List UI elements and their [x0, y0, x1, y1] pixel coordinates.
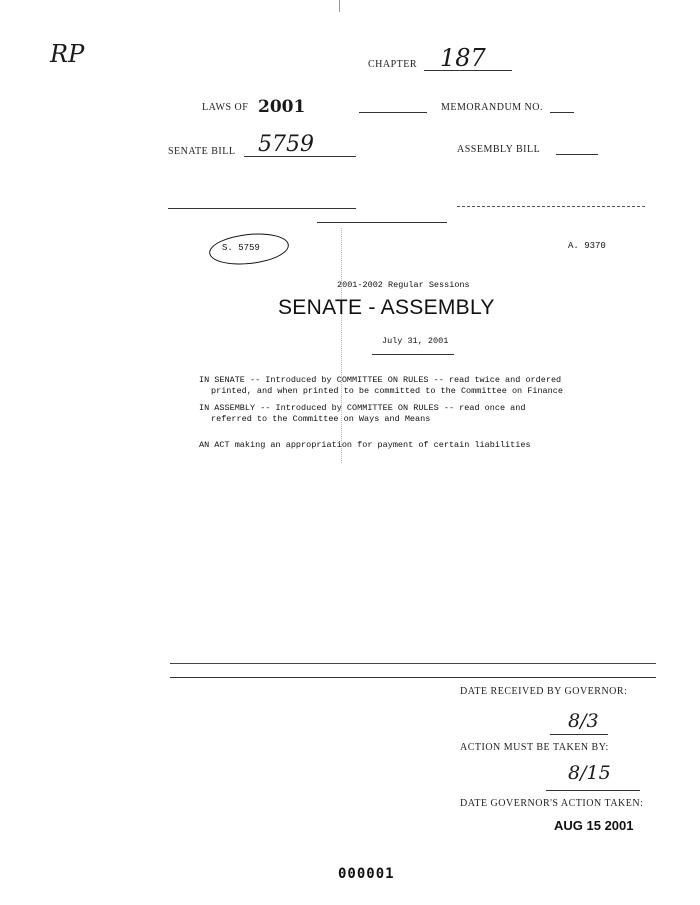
form-line-center [317, 222, 447, 223]
assembly-introduction [199, 403, 525, 425]
senate-bill-label: SENATE BILL [168, 146, 236, 157]
senate-introduction [199, 375, 563, 397]
bottom-rule-1 [170, 663, 656, 664]
form-line-right [457, 206, 645, 207]
assembly-number: A. 9370 [568, 241, 606, 251]
chapter-number: 187 [440, 44, 486, 72]
top-edge-mark [339, 0, 340, 12]
action-value: 8/15 [568, 762, 611, 784]
assembly-intro-line-2: referred to the Committee on Ways and Means [211, 414, 431, 424]
action-underline [546, 790, 640, 791]
laws-underline [359, 112, 427, 113]
date-received-value: 8/3 [568, 710, 599, 732]
bill-date: July 31, 2001 [382, 336, 449, 346]
date-received-label: DATE RECEIVED BY GOVERNOR: [460, 686, 628, 697]
act-description: AN ACT making an appropriation for payment of certain liabilities [199, 440, 531, 450]
governor-action-label: DATE GOVERNOR'S ACTION TAKEN: [460, 798, 644, 809]
fold-line [341, 228, 342, 463]
senate-intro-line-2: printed, and when printed to be committed to the Committee on Finance [211, 386, 563, 396]
assembly-intro-line-1: IN ASSEMBLY -- Introduced by COMMITTEE ON RULES -- read once and [199, 403, 526, 413]
assembly-bill-underline [556, 154, 598, 155]
action-label: ACTION MUST BE TAKEN BY: [460, 742, 609, 753]
laws-label: LAWS OF [202, 102, 249, 113]
senate-intro-line-1: IN SENATE -- Introduced by COMMITTEE ON RULES -- read twice and ordered [199, 375, 562, 385]
page-number: 000001 [338, 866, 395, 882]
governor-action-stamp: AUG 15 2001 [554, 818, 634, 833]
bottom-rule-2 [170, 677, 656, 678]
memorandum-underline [550, 112, 574, 113]
form-line-left [168, 208, 356, 209]
chapter-label: CHAPTER [368, 59, 418, 70]
assembly-bill-label: ASSEMBLY BILL [457, 144, 541, 155]
senate-number: S. 5759 [222, 243, 260, 253]
date-underline [372, 354, 454, 355]
laws-year: 2001 [258, 97, 306, 117]
margin-initials: RP [50, 40, 85, 68]
session-text: 2001-2002 Regular Sessions [337, 280, 470, 290]
senate-bill-number: 5759 [258, 132, 314, 157]
date-received-underline [550, 734, 608, 735]
bill-title: SENATE - ASSEMBLY [278, 296, 495, 319]
memorandum-label: MEMORANDUM NO. [441, 102, 544, 113]
